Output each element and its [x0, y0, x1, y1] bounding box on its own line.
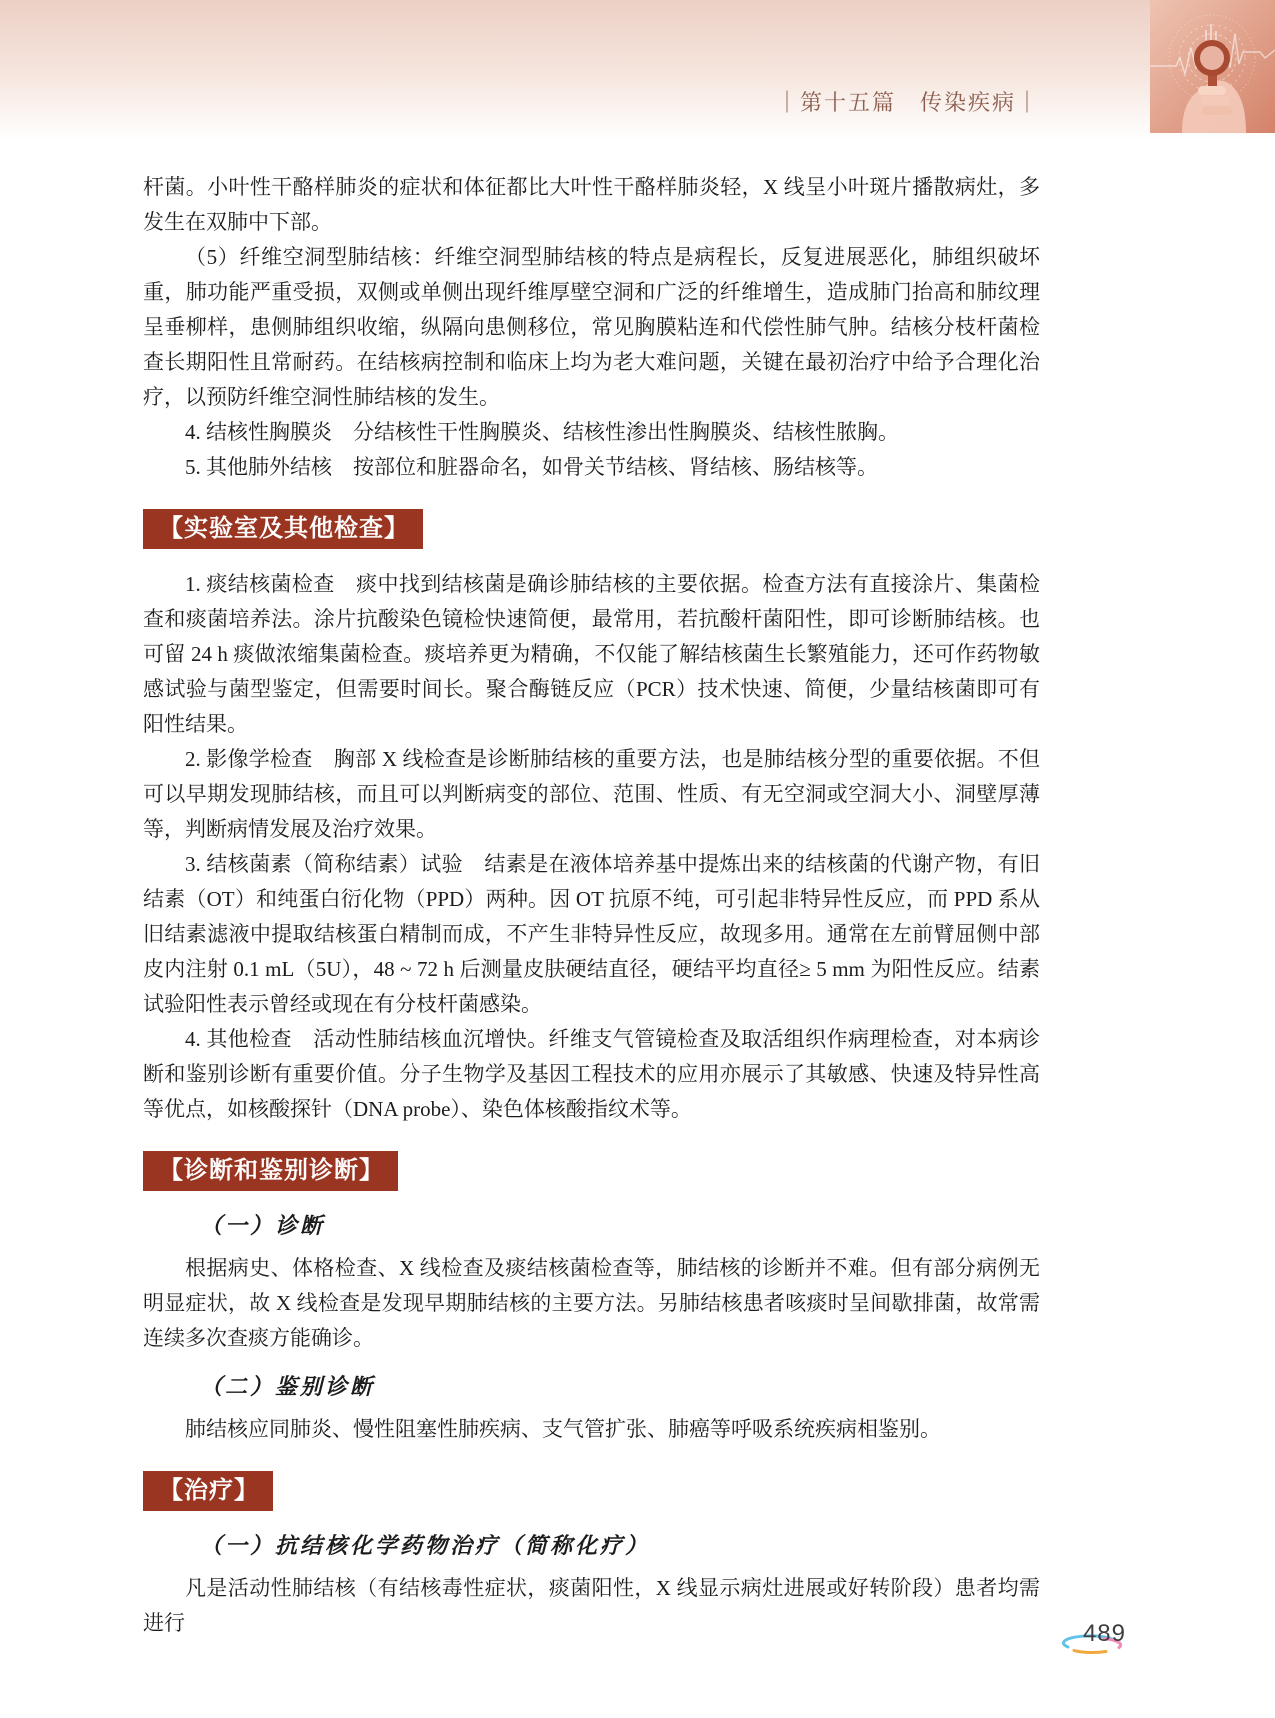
body-paragraph: （5）纤维空洞型肺结核：纤维空洞型肺结核的特点是病程长，反复进展恶化，肺组织破坏重，肺功能严重受损，双侧或单侧出现纤维厚壁空洞和广泛的纤维增生，造成肺门抬高和肺纹理呈垂柳样，患侧肺组织收缩，纵隔向患侧移位，常见胸膜粘连和代偿性肺气肿。结核分枝杆菌检查长期阳性且常耐药。在结核病控制和临床上均为老大难问题，关键在最初治疗中给予合理化治疗，以预防纤维空洞性肺结核的发生。 — [143, 245, 1040, 409]
page-number: 489 — [1082, 1620, 1126, 1647]
list-item-paragraph: 5. 其他肺外结核 按部位和脏器命名，如骨关节结核、肾结核、肠结核等。 — [185, 455, 878, 479]
body-paragraph: 杆菌。小叶性干酪样肺炎的症状和体征都比大叶性干酪样肺炎轻，X 线呈小叶斑片播散病灶，多发生在双肺中下部。 — [143, 175, 1040, 234]
header-gradient-band — [0, 0, 1275, 140]
sub-heading-diagnosis: （一）诊断 — [200, 1213, 326, 1238]
body-paragraph: 2. 影像学检查 胸部 X 线检查是诊断肺结核的重要方法，也是肺结核分型的重要依据。不但可以早期发现肺结核，而且可以判断病变的部位、范围、性质、有无空洞或空洞大小、洞壁厚薄等，判断病情发展及治疗效果。 — [143, 747, 1040, 841]
body-paragraph: 肺结核应同肺炎、慢性阻塞性肺疾病、支气管扩张、肺癌等呼吸系统疾病相鉴别。 — [185, 1417, 941, 1441]
stethoscope-hand-image — [1150, 0, 1275, 133]
body-paragraph: 3. 结核菌素（简称结素）试验 结素是在液体培养基中提炼出来的结核菌的代谢产物，有旧结素（OT）和纯蛋白衍化物（PPD）两种。因 OT 抗原不纯，可引起非特异性反应，而 PPD 系从旧结素滤液中提取结核蛋白精制而成，不产生非特异性反应，故现多用。通常在左前臂屈侧中部皮内注射 0.1 mL（5U），48 ~ 72 h 后测量皮肤硬结直径，硬结平均直径≥ 5 mm 为阳性反应。结素试验阳性表示曾经或现在有分枝杆菌感染。 — [143, 852, 1040, 1016]
section-heading-lab-and-other-tests: 【实验室及其他检查】 — [143, 509, 423, 549]
chapter-header: ｜第十五篇 传染疾病｜ — [775, 90, 1040, 115]
section-heading-treatment: 【治疗】 — [143, 1471, 273, 1511]
stethoscope-chestpiece-icon — [1197, 43, 1227, 73]
section-heading-diagnosis-and-differential: 【诊断和鉴别诊断】 — [143, 1151, 398, 1191]
sub-heading-chemotherapy: （一）抗结核化学药物治疗（简称化疗） — [200, 1533, 651, 1558]
body-paragraph: 根据病史、体格检查、X 线检查及痰结核菌检查等，肺结核的诊断并不难。但有部分病例无明显症状，故 X 线检查是发现早期肺结核的主要方法。另肺结核患者咳痰时呈间歇排菌，故常需连续多次查痰方能确诊。 — [143, 1256, 1040, 1350]
stethoscope-hand-photo — [1150, 0, 1275, 133]
sub-heading-differential-diagnosis: （二）鉴别诊断 — [200, 1374, 376, 1399]
page-footer — [1060, 1620, 1140, 1664]
page-body — [143, 170, 1040, 1641]
body-paragraph: 凡是活动性肺结核（有结核毒性症状，痰菌阳性，X 线显示病灶进展或好转阶段）患者均需进行 — [143, 1576, 1040, 1635]
body-paragraph: 4. 其他检查 活动性肺结核血沉增快。纤维支气管镜检查及取活组织作病理检查，对本病诊断和鉴别诊断有重要价值。分子生物学及基因工程技术的应用亦展示了其敏感、快速及特异性高等优点，如核酸探针（DNA probe）、染色体核酸指纹术等。 — [143, 1027, 1040, 1121]
list-item-paragraph: 4. 结核性胸膜炎 分结核性干性胸膜炎、结核性渗出性胸膜炎、结核性脓胸。 — [185, 420, 899, 444]
body-paragraph: 1. 痰结核菌检查 痰中找到结核菌是确诊肺结核的主要依据。检查方法有直接涂片、集菌检查和痰菌培养法。涂片抗酸染色镜检快速简便，最常用，若抗酸杆菌阳性，即可诊断肺结核。也可留 24 h 痰做浓缩集菌检查。痰培养更为精确，不仅能了解结核菌生长繁殖能力，还可作药物敏感试验与菌型鉴定，但需要时间长。聚合酶链反应（PCR）技术快速、简便，少量结核菌即可有阳性结果。 — [143, 572, 1040, 736]
